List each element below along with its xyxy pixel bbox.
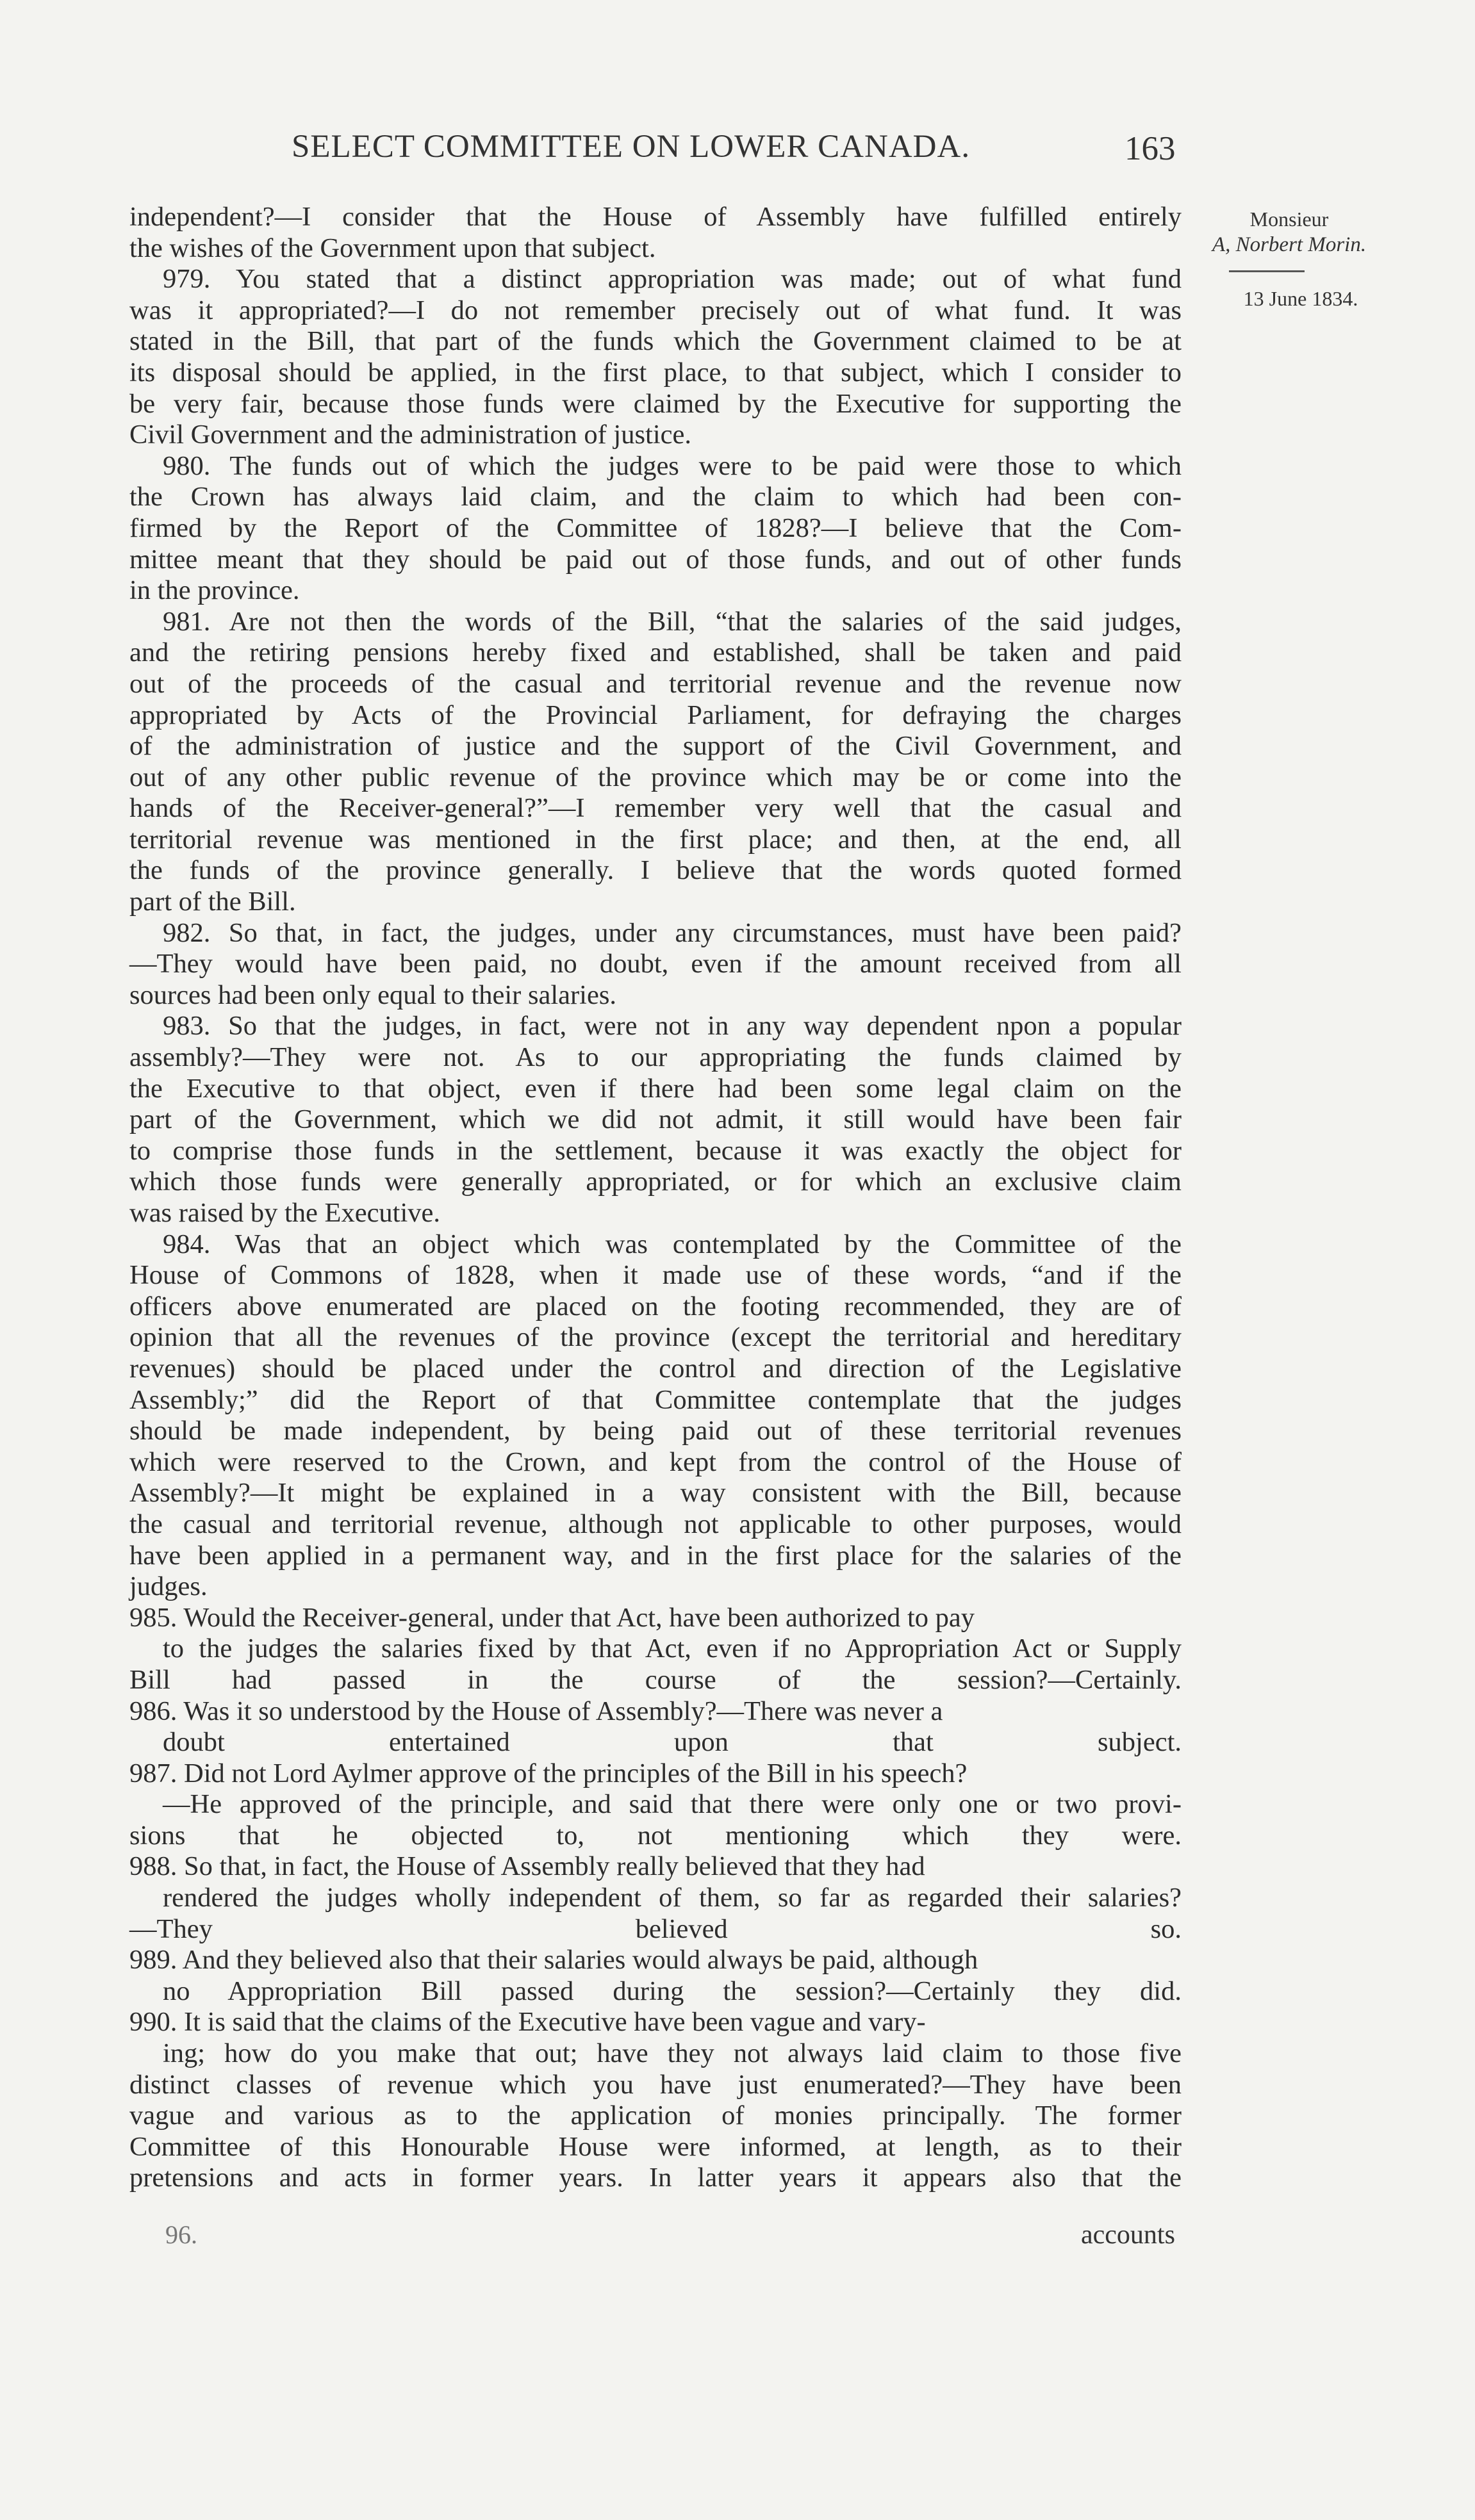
margin-witness-name: A, Norbert Morin.	[1212, 233, 1367, 256]
text-line: Assembly?—It might be explained in a way consistent with the Bill, because	[129, 1478, 1182, 1509]
text-line: mittee meant that they should be paid out of those funds, and out of other funds	[129, 544, 1182, 575]
text-line: stated in the Bill, that part of the funds which the Government claimed to be at	[129, 326, 1182, 357]
text-line: its disposal should be applied, in the first place, to that subject, which I consider to	[129, 357, 1182, 388]
text-line: out of the proceeds of the casual and territorial revenue and the revenue now	[129, 668, 1182, 699]
text-line: have been applied in a permanent way, and in the first place for the salaries of the	[129, 1540, 1182, 1571]
text-line: territorial revenue was mentioned in the first place; and then, at the end, all	[129, 824, 1182, 855]
text-line: be very fair, because those funds were claimed by the Executive for supporting the	[129, 388, 1182, 419]
text-line: opinion that all the revenues of the province (except the territorial and hereditary	[129, 1322, 1182, 1353]
text-line: of the administration of justice and the support of the Civil Government, and	[129, 731, 1182, 762]
text-line: no Appropriation Bill passed during the session?—Certainly they did.	[163, 1976, 1182, 2006]
catchword: accounts	[1081, 2220, 1175, 2250]
text-line: 983. So that the judges, in fact, were not in any way dependent npon a popular	[163, 1011, 1182, 1042]
text-line: the Executive to that object, even if there had been some legal claim on the	[129, 1073, 1182, 1104]
text-line: doubt entertained upon that subject.	[163, 1727, 1182, 1758]
text-line: sions that he objected to, not mentioning which they were.	[129, 1820, 1182, 1851]
text-line: —They would have been paid, no doubt, even if the amount received from all	[129, 949, 1182, 979]
text-line: 982. So that, in fact, the judges, under any circumstances, must have been paid?	[163, 917, 1182, 948]
text-line: the Crown has always laid claim, and the claim to which had been con-	[129, 482, 1182, 512]
text-line: should be made independent, by being paid out of these territorial revenues	[129, 1416, 1182, 1446]
text-line: the wishes of the Government upon that subject.	[129, 233, 656, 263]
text-line: Assembly;” did the Report of that Committee contemplate that the judges	[129, 1384, 1182, 1415]
margin-witness-title: Monsieur	[1249, 208, 1329, 231]
text-line: judges.	[129, 1571, 208, 1602]
text-line: 990. It is said that the claims of the Executive have been vague and vary-	[129, 2007, 926, 2038]
margin-date: 13 June 1834.	[1243, 287, 1358, 310]
text-line: the casual and territorial revenue, although not applicable to other purposes, would	[129, 1509, 1182, 1539]
text-line: revenues) should be placed under the control and direction of the Legislative	[129, 1353, 1182, 1384]
text-line: 984. Was that an object which was contemplated by the Committee of the	[163, 1229, 1182, 1259]
text-line: was it appropriated?—I do not remember precisely out of what fund. It was	[129, 295, 1182, 325]
text-line: 989. And they believed also that their salaries would always be paid, although	[129, 1945, 978, 1976]
text-line: which those funds were generally appropriated, or for which an exclusive claim	[129, 1166, 1182, 1197]
text-line: Committee of this Honourable House were informed, at length, as to their	[129, 2131, 1182, 2162]
text-line: —He approved of the principle, and said that there were only one or two provi-	[163, 1789, 1182, 1820]
text-line: sources had been only equal to their salaries.	[129, 979, 617, 1010]
text-line: 981. Are not then the words of the Bill, “that the salaries of the said judges,	[163, 606, 1182, 637]
text-line: officers above enumerated are placed on the footing recommended, they are of	[129, 1291, 1182, 1321]
text-line: assembly?—They were not. As to our appropriating the funds claimed by	[129, 1042, 1182, 1073]
text-line: was raised by the Executive.	[129, 1198, 441, 1228]
text-line: 979. You stated that a distinct appropriation was made; out of what fund	[163, 264, 1182, 295]
text-line: firmed by the Report of the Committee of 1828?—I believe that the Com-	[129, 512, 1182, 543]
text-line: 986. Was it so understood by the House of Assembly?—There was never a	[129, 1696, 943, 1726]
text-line: 987. Did not Lord Aylmer approve of the principles of the Bill in his speech?	[129, 1758, 968, 1788]
page-number: 163	[1125, 130, 1176, 167]
text-line: hands of the Receiver-general?”—I remember very well that the casual and	[129, 793, 1182, 824]
text-line: 980. The funds out of which the judges were to be paid were those to which	[163, 450, 1182, 481]
text-line: Bill had passed in the course of the session?—Certainly.	[129, 1664, 1182, 1695]
text-line: —They believed so.	[129, 1913, 1182, 1944]
text-line: rendered the judges wholly independent of them, so far as regarded their salaries?	[163, 1883, 1182, 1913]
text-line: pretensions and acts in former years. In latter years it appears also that the	[129, 2163, 1182, 2193]
text-line: to the judges the salaries fixed by that Act, even if no Appropriation Act or Supply	[163, 1633, 1182, 1664]
text-line: out of any other public revenue of the province which may be or come into the	[129, 762, 1182, 792]
running-head: SELECT COMMITTEE ON LOWER CANADA.	[292, 129, 971, 165]
signature-mark: 96.	[165, 2220, 197, 2249]
text-line: House of Commons of 1828, when it made use of these words, “and if the	[129, 1260, 1182, 1291]
body-text	[129, 202, 1182, 2194]
text-line: ing; how do you make that out; have they not always laid claim to those five	[163, 2038, 1182, 2069]
text-line: in the province.	[129, 575, 300, 606]
text-line: Civil Government and the administration of justice.	[129, 420, 691, 450]
text-line: 988. So that, in fact, the House of Assembly really believed that they had	[129, 1851, 925, 1882]
text-line: distinct classes of revenue which you have just enumerated?—They have been	[129, 2069, 1182, 2100]
text-line: 985. Would the Receiver-general, under that Act, have been authorized to pay	[129, 1602, 975, 1633]
margin-divider	[1229, 270, 1305, 272]
text-line: vague and various as to the application of monies principally. The former	[129, 2100, 1182, 2131]
text-line: appropriated by Acts of the Provincial Parliament, for defraying the charges	[129, 700, 1182, 730]
text-line: independent?—I consider that the House of Assembly have fulfilled entirely	[129, 202, 1182, 232]
text-line: part of the Government, which we did not admit, it still would have been fair	[129, 1104, 1182, 1135]
text-line: the funds of the province generally. I believe that the words quoted formed	[129, 855, 1182, 886]
text-line: part of the Bill.	[129, 887, 296, 917]
text-line: which were reserved to the Crown, and kept from the control of the House of	[129, 1446, 1182, 1477]
text-line: and the retiring pensions hereby fixed and established, shall be taken and paid	[129, 637, 1182, 668]
text-line: to comprise those funds in the settlement, because it was exactly the object for	[129, 1135, 1182, 1166]
